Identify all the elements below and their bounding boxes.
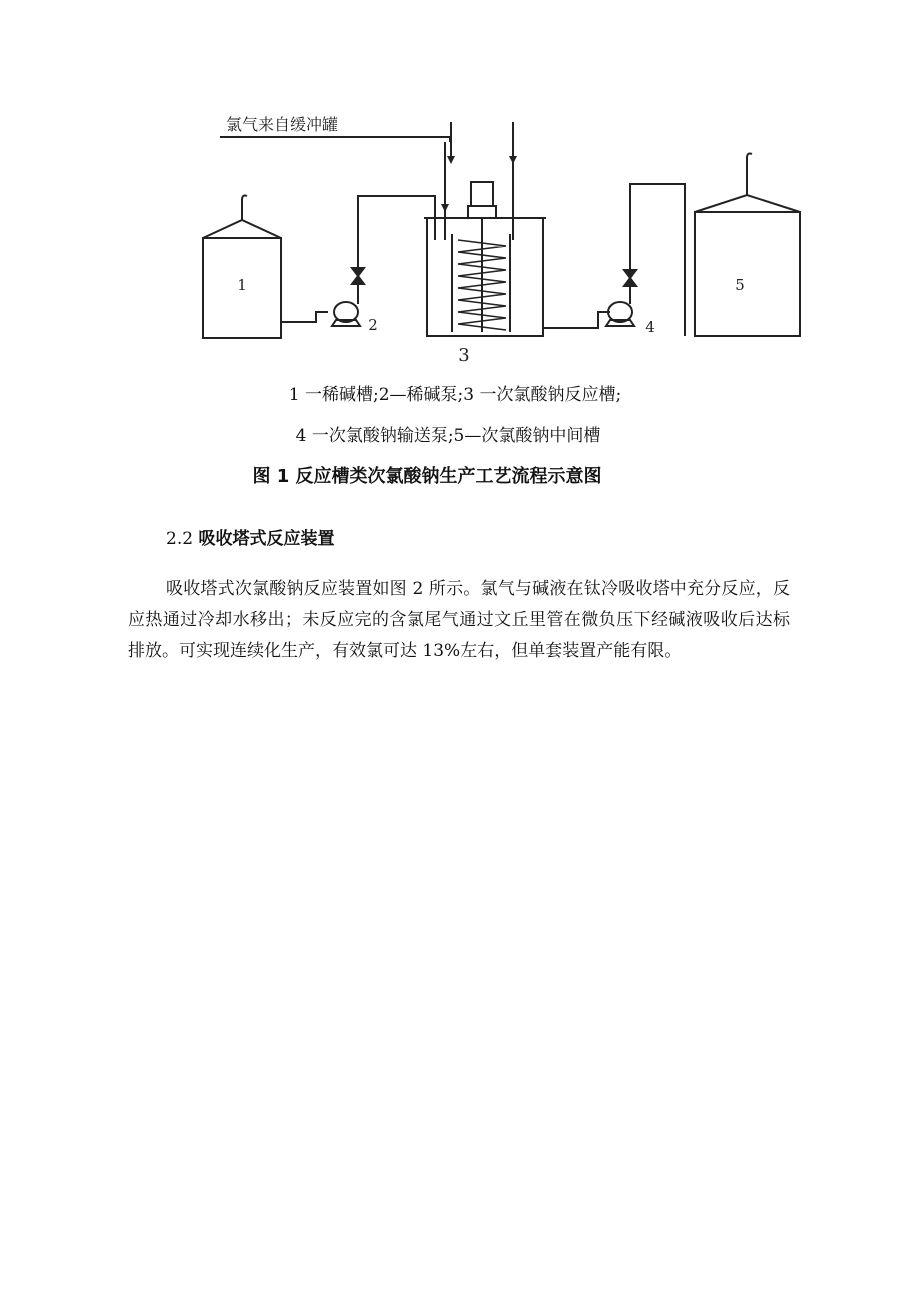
valve-2 [352,268,364,284]
pipe-tank1-to-pump2 [281,312,328,322]
unit-label-1: 1 [237,276,247,294]
unit-label-3: 3 [458,345,470,366]
section-number: 2.2 [166,529,194,549]
dilute-alkali-tank [203,196,281,339]
chlorine-gas-line [220,137,450,240]
pipe-reactor-to-pump4 [543,312,610,328]
unit-label-2: 2 [368,316,378,334]
section-paragraph: 吸收塔式次氯酸钠反应装置如图 2 所示。氯气与碱液在钛冷吸收塔中充分反应，反应热通过冷却水移出；未反应完的含氯尾气通过文丘里管在微负压下经碱液吸收后达标排放。可实现连续化生产，有效氯可达 13%左右，但单套装置产能有限。 [128,579,790,661]
valve-4 [624,270,636,286]
arrow-down-b [509,156,517,164]
figure-legend-line-1: 1 一稀碱槽;2—稀碱泵;3 一次氯酸钠反应槽; [288,385,622,405]
unit-label-5: 5 [735,276,745,294]
arrow-down-gas [441,204,449,212]
gas-source-label: 氯气来自缓冲罐 [226,115,339,134]
unit-label-4: 4 [645,318,655,336]
figure-title: 图 1 反应槽类次氯酸钠生产工艺流程示意图 [252,466,602,487]
dilute-alkali-pump [332,302,360,326]
process-flow-diagram [180,100,820,370]
pipe-pump2-to-reactor [358,196,435,304]
arrow-down-a [447,156,455,164]
section-title: 吸收塔式反应装置 [198,529,335,549]
hypochlorite-transfer-pump [606,302,634,326]
section-heading [166,524,334,549]
figure-legend-line-2: 4 一次氯酸钠输送泵;5—次氯酸钠中间槽 [295,426,601,446]
pipe-pump4-to-tank5 [630,184,685,336]
hypochlorite-intermediate-tank [695,154,800,337]
